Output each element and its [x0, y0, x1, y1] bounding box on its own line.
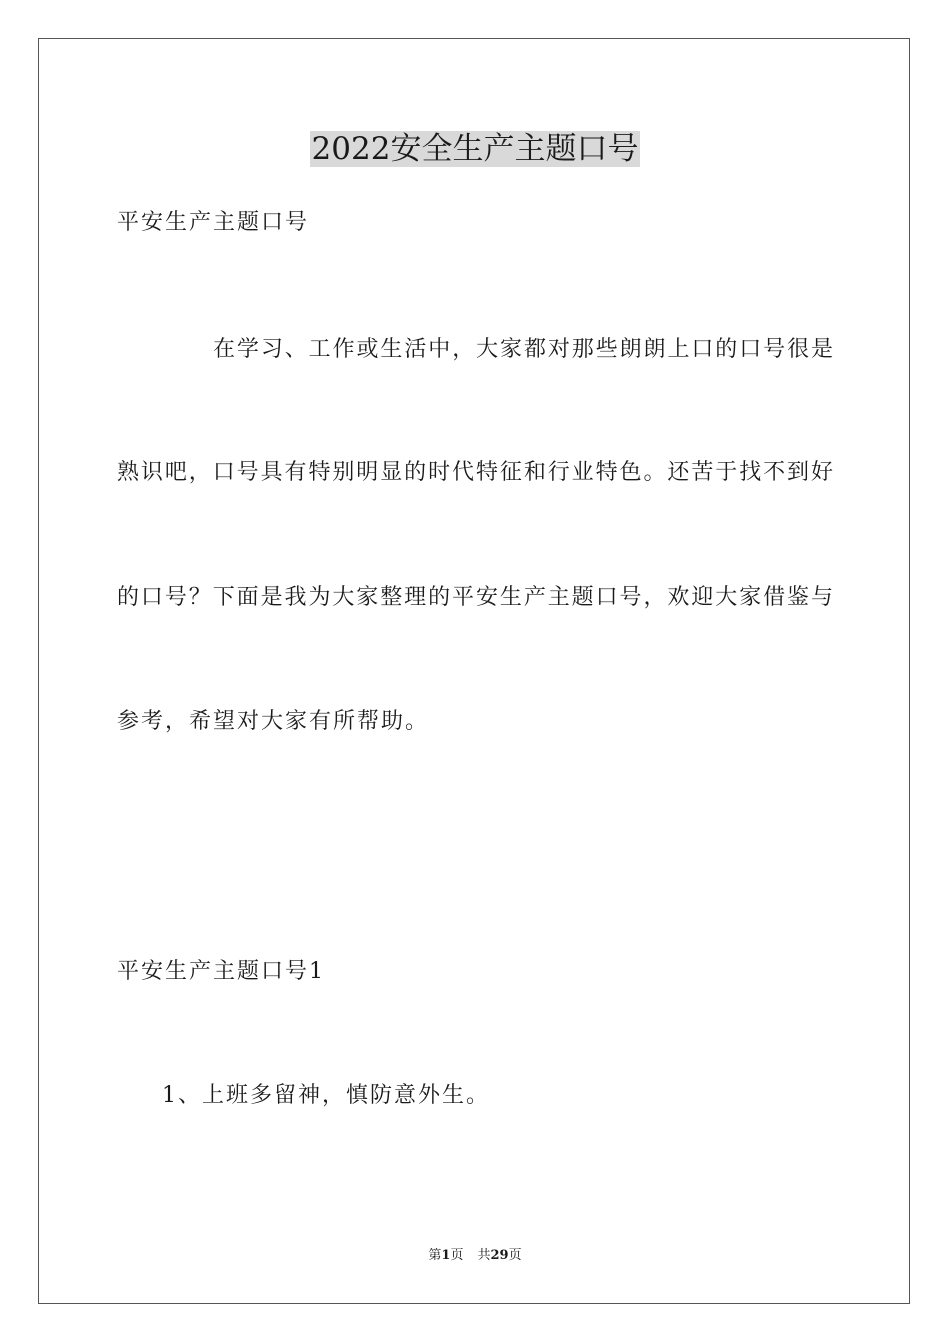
footer-total-pages: 29	[490, 1248, 509, 1263]
subtitle: 平安生产主题口号	[117, 210, 310, 235]
section-heading: 平安生产主题口号1	[117, 959, 325, 984]
document-title	[0, 128, 950, 170]
list-item: 1、上班多留神，慎防意外生。	[162, 1083, 490, 1108]
footer-page-number: 1	[441, 1248, 451, 1263]
document-title-text: 2022安全生产主题口号	[311, 131, 639, 167]
footer-total-prefix: 共	[477, 1248, 491, 1263]
paragraph-line-4: 参考，希望对大家有所帮助。	[117, 709, 430, 734]
paragraph-line-3: 的口号？下面是我为大家整理的平安生产主题口号，欢迎大家借鉴与	[117, 585, 833, 610]
footer-prefix: 第	[428, 1248, 442, 1263]
page-footer	[0, 1247, 950, 1265]
footer-page-unit: 页	[450, 1248, 464, 1263]
footer-total-unit: 页	[508, 1248, 522, 1263]
paragraph-line-1: 在学习、工作或生活中，大家都对那些朗朗上口的口号很是	[213, 337, 833, 362]
paragraph-line-2: 熟识吧，口号具有特别明显的时代特征和行业特色。还苦于找不到好	[117, 460, 833, 485]
